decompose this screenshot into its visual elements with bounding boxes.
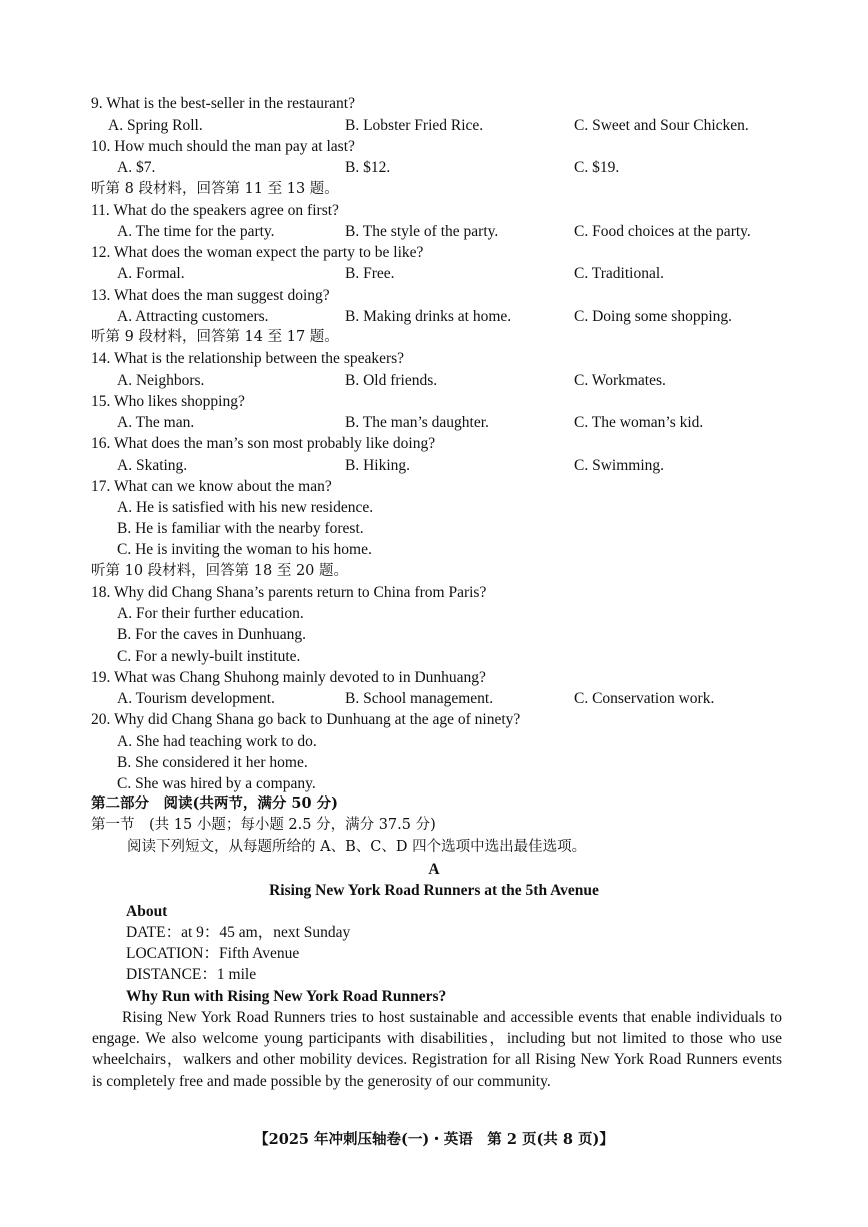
passage-paragraph [92, 1007, 782, 1092]
question-12-option-b: B. Free. [345, 265, 395, 282]
question-10-option-b: B. $12. [345, 159, 391, 176]
question-11-stem: 11. What do the speakers agree on first? [91, 202, 339, 219]
reading-instruction: 阅读下列短文，从每题所给的 A、B、C、D 四个选项中选出最佳选项。 [127, 839, 587, 855]
question-13-option-b: B. Making drinks at home. [345, 308, 512, 325]
question-19-option-a: A. Tourism development. [117, 690, 275, 707]
question-18-option-a: A. For their further education. [117, 605, 304, 622]
section-8-heading: 听第 8 段材料，回答第 11 至 13 题。 [91, 181, 339, 197]
question-9-option-c: C. Sweet and Sour Chicken. [574, 117, 749, 134]
section-9-heading: 听第 9 段材料，回答第 14 至 17 题。 [91, 329, 339, 345]
question-16-option-b: B. Hiking. [345, 457, 411, 474]
question-11-option-a: A. The time for the party. [117, 223, 275, 240]
question-14-stem: 14. What is the relationship between the speakers? [91, 350, 405, 367]
question-11-option-b: B. The style of the party. [345, 223, 499, 240]
question-18-option-b: B. For the caves in Dunhuang. [117, 626, 306, 643]
question-17-option-a: A. He is satisfied with his new residence. [117, 499, 374, 516]
question-13-option-a: A. Attracting customers. [117, 308, 269, 325]
question-10-option-c: C. $19. [574, 159, 620, 176]
question-14-option-b: B. Old friends. [345, 372, 438, 389]
question-11-option-c: C. Food choices at the party. [574, 223, 751, 240]
passage-title: Rising New York Road Runners at the 5th Avenue [269, 882, 599, 899]
question-10-stem: 10. How much should the man pay at last? [91, 138, 355, 155]
question-17-option-b: B. He is familiar with the nearby forest. [117, 520, 364, 537]
question-20-option-c: C. She was hired by a company. [117, 775, 316, 792]
event-distance: DISTANCE：1 mile [126, 966, 257, 983]
passage-letter: A [428, 861, 440, 878]
question-15-stem: 15. Who likes shopping? [91, 393, 245, 410]
question-12-stem: 12. What does the woman expect the party to be like? [91, 244, 424, 261]
question-18-option-c: C. For a newly-built institute. [117, 648, 301, 665]
event-location: LOCATION：Fifth Avenue [126, 945, 300, 962]
question-13-option-c: C. Doing some shopping. [574, 308, 733, 325]
question-16-option-c: C. Swimming. [574, 457, 665, 474]
section-10-heading: 听第 10 段材料，回答第 18 至 20 题。 [91, 563, 349, 579]
question-17-option-c: C. He is inviting the woman to his home. [117, 541, 372, 558]
part-two-title: 第二部分 阅读(共两节，满分 50 分) [91, 795, 338, 812]
question-9-stem: 9. What is the best-seller in the restaurant? [91, 95, 355, 112]
question-15-option-c: C. The woman’s kid. [574, 414, 704, 431]
question-14-option-c: C. Workmates. [574, 372, 666, 389]
why-heading: Why Run with Rising New York Road Runners? [126, 988, 447, 1005]
question-17-stem: 17. What can we know about the man? [91, 478, 332, 495]
question-19-option-c: C. Conservation work. [574, 690, 715, 707]
section-one-title: 第一节 (共 15 小题；每小题 2.5 分，满分 37.5 分) [91, 817, 436, 833]
about-heading: About [126, 903, 168, 920]
question-12-option-c: C. Traditional. [574, 265, 665, 282]
question-16-stem: 16. What does the man’s son most probably like doing? [91, 435, 436, 452]
question-15-option-a: A. The man. [117, 414, 195, 431]
question-20-option-a: A. She had teaching work to do. [117, 733, 317, 750]
question-13-stem: 13. What does the man suggest doing? [91, 287, 330, 304]
passage-paragraph-text: Rising New York Road Runners tries to host sustainable and accessible events that enable individuals to engage. We also welcome young participants with disabilities，including but not limited to those who use wheelchairs，walkers and other mobility devices. Registration for all Rising New York Road Runners events is completely free and made possible by the generosity of our community. [92, 1009, 782, 1090]
question-9-option-a: A. Spring Roll. [108, 117, 203, 134]
question-15-option-b: B. The man’s daughter. [345, 414, 489, 431]
question-9-option-b: B. Lobster Fried Rice. [345, 117, 484, 134]
page-footer: 【2025 年冲刺压轴卷(一)・英语 第 2 页(共 8 页)】 [254, 1131, 614, 1148]
question-19-stem: 19. What was Chang Shuhong mainly devoted to in Dunhuang? [91, 669, 486, 686]
question-19-option-b: B. School management. [345, 690, 494, 707]
question-14-option-a: A. Neighbors. [117, 372, 205, 389]
question-10-option-a: A. $7. [117, 159, 156, 176]
question-20-option-b: B. She considered it her home. [117, 754, 308, 771]
question-16-option-a: A. Skating. [117, 457, 188, 474]
event-date: DATE：at 9：45 am，next Sunday [126, 924, 351, 941]
question-20-stem: 20. Why did Chang Shana go back to Dunhuang at the age of ninety? [91, 711, 521, 728]
question-18-stem: 18. Why did Chang Shana’s parents return to China from Paris? [91, 584, 487, 601]
question-12-option-a: A. Formal. [117, 265, 185, 282]
